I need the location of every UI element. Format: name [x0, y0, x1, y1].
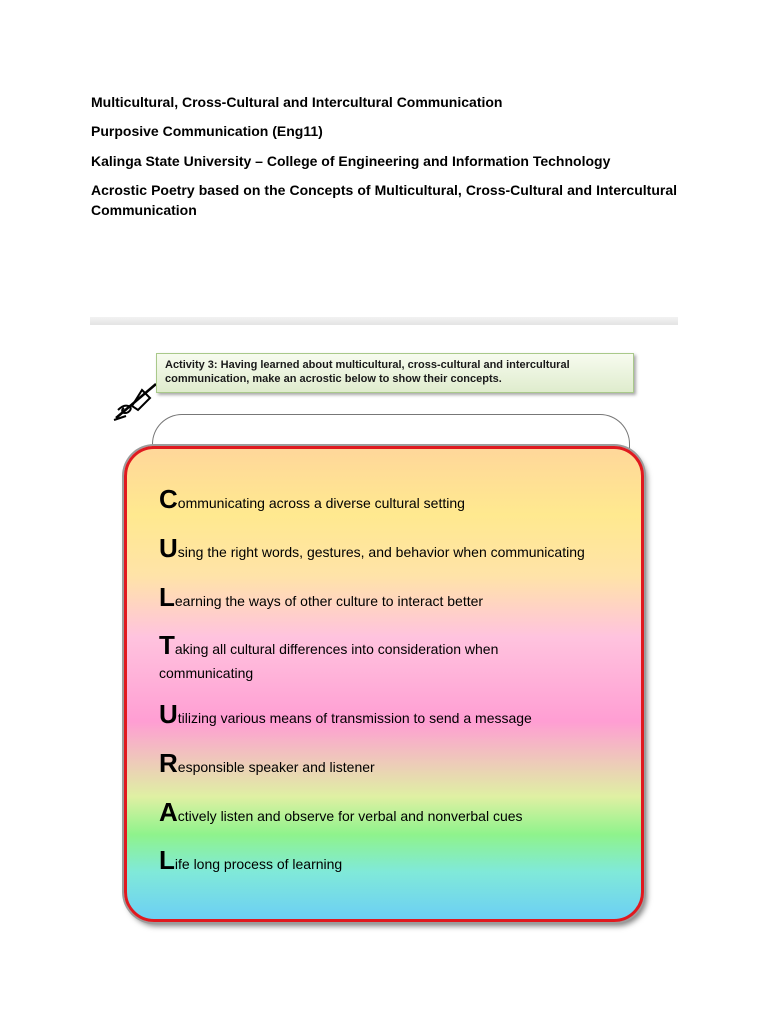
- acrostic-letter: R: [159, 748, 178, 778]
- acrostic-text: ommunicating across a diverse cultural setting: [177, 495, 465, 511]
- acrostic-text: ife long process of learning: [174, 856, 343, 872]
- acrostic-line: [159, 748, 629, 779]
- acrostic-letter: U: [159, 699, 178, 729]
- activity-instruction: Activity 3: Having learned about multicultural, cross-cultural and intercultural communication, make an acrostic below to show their concepts.: [156, 353, 634, 393]
- acrostic-letter: L: [159, 582, 175, 612]
- acrostic-letter: U: [159, 533, 178, 563]
- acrostic-text: ctively listen and observe for verbal and nonverbal cues: [177, 808, 523, 824]
- acrostic-letter: T: [159, 630, 175, 660]
- acrostic-letter: A: [159, 797, 178, 827]
- acrostic-line: [159, 582, 629, 613]
- acrostic-line: [159, 797, 629, 828]
- acrostic-text: sing the right words, gestures, and behavior when communicating: [177, 544, 585, 560]
- acrostic-line: [159, 630, 539, 685]
- acrostic-letter: C: [159, 484, 178, 514]
- acrostic-text: aking all cultural differences into consideration when communicating: [159, 641, 499, 681]
- acrostic-line: [159, 484, 629, 515]
- acrostic-text: earning the ways of other culture to interact better: [174, 593, 484, 609]
- document-title: Multicultural, Cross-Cultural and Intercultural Communication: [91, 94, 503, 110]
- topic-title: Acrostic Poetry based on the Concepts of Multicultural, Cross-Cultural and Intercultural Communication: [91, 182, 677, 218]
- acrostic-letter: L: [159, 845, 175, 875]
- acrostic-line: [159, 699, 629, 730]
- acrostic-line: [159, 533, 629, 564]
- acrostic-text: esponsible speaker and listener: [177, 759, 375, 775]
- course-name: Purposive Communication (Eng11): [91, 123, 323, 139]
- pen-writing-icon: [112, 380, 160, 422]
- acrostic-text: tilizing various means of transmission to send a message: [177, 710, 532, 726]
- acrostic-line: [159, 845, 629, 876]
- section-divider: [90, 317, 678, 325]
- institution-name: Kalinga State University – College of Engineering and Information Technology: [91, 153, 611, 169]
